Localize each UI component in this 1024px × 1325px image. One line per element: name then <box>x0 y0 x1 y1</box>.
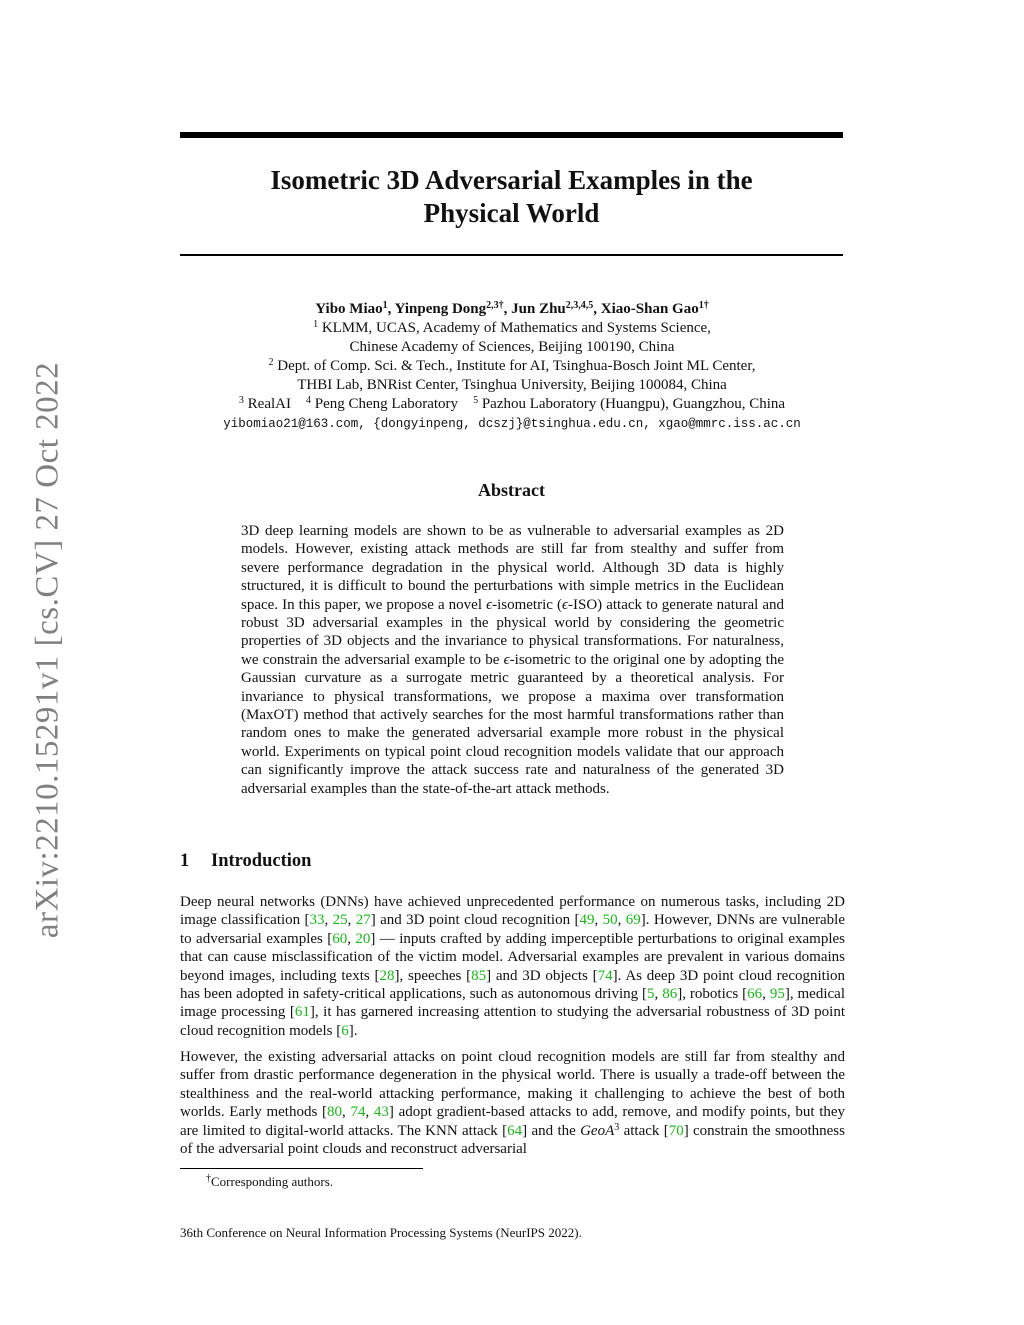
citation-separator: , <box>617 912 626 929</box>
author-affiliation-mark: 2,3† <box>486 300 504 311</box>
citation-link[interactable]: 49 <box>579 912 595 929</box>
citation-link[interactable]: 74 <box>597 967 613 984</box>
footnote <box>206 1174 333 1190</box>
citation-link[interactable]: 66 <box>747 986 763 1003</box>
citation-separator: , <box>594 912 603 929</box>
title-line-2: Physical World <box>423 198 600 228</box>
geoa-symbol: GeoA <box>580 1122 615 1139</box>
citation-link[interactable]: 27 <box>355 912 371 929</box>
paragraph-text: ]. <box>348 1022 358 1039</box>
citation-link[interactable]: 69 <box>625 912 641 929</box>
section-heading-introduction <box>180 851 311 872</box>
paragraph-text: Deep neural networks (DNNs) have achieved unprecedented performance on numerous tasks, including 2D image classification [ <box>180 894 845 929</box>
citation-link[interactable]: 25 <box>332 912 348 929</box>
paragraph-text: However, the existing adversarial attacks on point cloud recognition models are still far from stealthy and suffer from drastic performance degeneration in the physical world. There is usually a trade-off between the stealthiness and the real-world attacking performance, making it challenging to achieve the best of both worlds. Early methods [ <box>180 1049 845 1121</box>
citation-link[interactable]: 64 <box>507 1122 523 1139</box>
author-block <box>140 300 884 434</box>
affiliation-mark: 5 <box>473 395 479 406</box>
citation-link[interactable]: 50 <box>602 912 618 929</box>
citation-link[interactable]: 28 <box>379 967 395 984</box>
affiliation-text: KLMM, UCAS, Academy of Mathematics and Systems Science, <box>318 320 711 336</box>
footnote-mark: † <box>206 1173 211 1184</box>
paragraph-text: ]. However, DNNs are vulnerable to adversarial examples [ <box>180 912 845 947</box>
citation-link[interactable]: 43 <box>373 1104 389 1121</box>
author-affiliation-mark: 1† <box>698 300 709 311</box>
introduction-paragraph-2 <box>180 1048 845 1158</box>
title-bottom-rule <box>180 254 843 256</box>
author-name: Yibo Miao <box>315 301 383 317</box>
citation-link[interactable]: 95 <box>769 986 785 1003</box>
citation-link[interactable]: 80 <box>326 1104 342 1121</box>
citation-separator: , <box>654 986 663 1003</box>
paragraph-text: ] and 3D objects [ <box>486 967 598 984</box>
affiliation-text: Dept. of Comp. Sci. & Tech., Institute for AI, Tsinghua-Bosch Joint ML Center, <box>273 358 756 374</box>
citation-link[interactable]: 33 <box>309 912 325 929</box>
citation-link[interactable]: 61 <box>294 1004 310 1021</box>
title-line-1: Isometric 3D Adversarial Examples in the <box>270 165 753 195</box>
citation-link[interactable]: 20 <box>355 930 371 947</box>
paragraph-text: ], speeches [ <box>394 967 472 984</box>
affiliation-2-line-1 <box>140 357 884 376</box>
geoa-superscript: 3 <box>614 1121 620 1133</box>
author-affiliation-mark: 2,3,4,5 <box>565 300 594 311</box>
footnote-divider <box>180 1168 423 1169</box>
paragraph-text: ]. As deep 3D point cloud recognition has been adopted in safety-critical applications, such as autonomous driving [ <box>180 967 845 1003</box>
conference-note: 36th Conference on Neural Information Processing Systems (NeurIPS 2022). <box>180 1225 582 1240</box>
affiliation-mark: 4 <box>306 395 311 406</box>
author-names <box>140 300 884 319</box>
abstract-text-run: 3D deep learning models are shown to be as vulnerable to adversarial examples as 2D models. However, existing attack methods are still far from stealthy and suffer from severe performance degradation in the physical world. Although 3D data is highly structured, it is difficult to bound the perturbations with simple metrics in the Euclidean space. In this paper, we propose a novel <box>241 523 784 613</box>
affiliation-mark: 3 <box>238 395 244 406</box>
author-name: , Jun Zhu <box>503 301 566 317</box>
affiliation-1-line-1 <box>140 319 884 338</box>
citation-separator: , <box>365 1104 374 1121</box>
affiliation-mark: 2 <box>268 357 274 368</box>
paragraph-text: attack [ <box>619 1122 669 1139</box>
citation-link[interactable]: 86 <box>662 986 678 1003</box>
author-emails: yibomiao21@163.com, {dongyinpeng, dcszj}@tsinghua.edu.cn, xgao@mmrc.iss.ac.cn <box>223 417 801 431</box>
paragraph-text: ] and the <box>522 1122 581 1139</box>
citation-separator: , <box>341 1104 351 1121</box>
citation-link[interactable]: 6 <box>341 1022 349 1039</box>
paragraph-text: ] — inputs crafted by adding imperceptible perturbations to original examples that can cause misclassification of the victim model. Adversarial examples are prevalent in various domains beyond images, including texts [ <box>180 930 846 984</box>
affiliation-mark: 1 <box>313 319 319 330</box>
arxiv-identifier-stamp: arXiv:2210.15291v1 [cs.CV] 27 Oct 2022 <box>29 361 66 939</box>
paper-title <box>180 164 843 230</box>
epsilon-symbol: ϵ <box>486 596 493 613</box>
citation-link[interactable]: 70 <box>668 1122 684 1139</box>
citation-link[interactable]: 5 <box>647 986 655 1003</box>
abstract-text-run: -isometric ( <box>492 596 562 613</box>
epsilon-symbol: ϵ <box>503 651 510 668</box>
introduction-paragraph-1 <box>180 893 845 1040</box>
paragraph-text: ], medical image processing [ <box>180 986 845 1021</box>
paragraph-text: ], robotics [ <box>677 986 748 1003</box>
paragraph-text: ] constrain the smoothness of the adversarial point clouds and reconstruct adversarial <box>180 1122 845 1158</box>
citation-separator: , <box>347 930 356 947</box>
title-top-rule <box>180 132 843 138</box>
citation-link[interactable]: 60 <box>332 930 348 947</box>
abstract-text-run: -isometric to the original one by adopting the Gaussian curvature as a surrogate metric guaranteed by a theoretical analysis. For invariance to physical transformations, we propose a maxima over transformation (MaxOT) method that actively searches for the most harmful transformations rather than random ones to make the generated adversarial example more robust in the physical world. Experiments on typical point cloud recognition models validate that our approach can significantly improve the attack success rate and naturalness of the generated 3D adversarial examples than the state-of-the-art attack methods. <box>241 651 784 797</box>
author-name: , Xiao-Shan Gao <box>593 301 699 317</box>
abstract-text <box>241 522 784 798</box>
section-title: Introduction <box>211 851 312 871</box>
author-affiliation-mark: 1 <box>382 300 388 311</box>
author-name: , Yinpeng Dong <box>387 301 487 317</box>
affiliation-text: RealAI <box>243 396 291 412</box>
footnote-text: Corresponding authors. <box>211 1174 334 1189</box>
citation-separator: , <box>347 912 356 929</box>
abstract-heading: Abstract <box>478 480 545 500</box>
paragraph-text: ], it has garnered increasing attention to studying the adversarial robustness of 3D point cloud recognition models [ <box>180 1004 845 1039</box>
section-number: 1 <box>180 851 190 871</box>
affiliation-text: Peng Cheng Laboratory <box>311 396 459 412</box>
affiliation-3-4-5 <box>140 395 884 414</box>
citation-separator: , <box>324 912 333 929</box>
abstract-text-run: -ISO) attack to generate natural and robust 3D adversarial examples in the physical world by considering the geometric properties of 3D objects and the invariance to physical transformations. For naturalness, we constrain the adversarial example to be <box>241 596 784 668</box>
paragraph-text: ] adopt gradient-based attacks to add, remove, and modify points, but they are limited to digital-world attacks. The KNN attack [ <box>180 1104 846 1139</box>
citation-link[interactable]: 74 <box>350 1104 366 1121</box>
affiliation-text: Pazhou Laboratory (Huangpu), Guangzhou, China <box>478 396 786 412</box>
citation-link[interactable]: 85 <box>471 967 487 984</box>
epsilon-symbol: ϵ <box>561 596 569 613</box>
affiliation-1-line-2: Chinese Academy of Sciences, Beijing 100190, China <box>349 339 675 355</box>
citation-separator: , <box>762 986 770 1003</box>
paragraph-text: ] and 3D point cloud recognition [ <box>370 912 580 929</box>
affiliation-2-line-2: THBI Lab, BNRist Center, Tsinghua University, Beijing 100084, China <box>297 377 727 393</box>
